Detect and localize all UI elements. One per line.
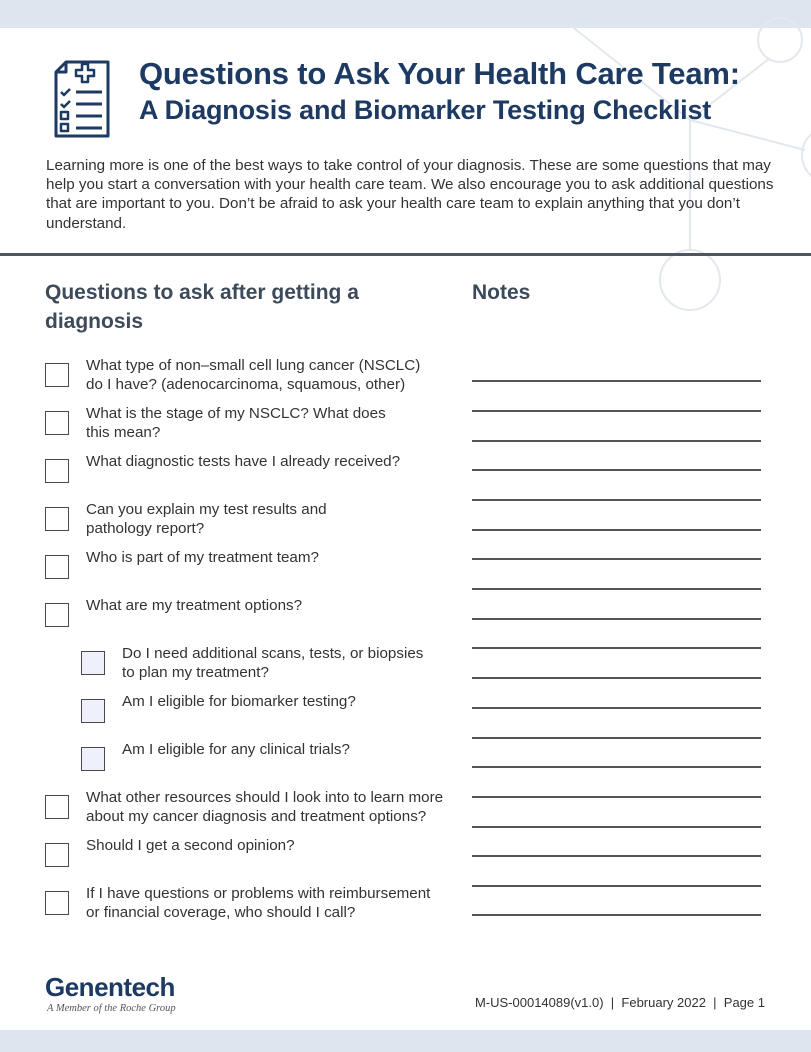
logo-tagline: A Member of the Roche Group (47, 1003, 176, 1014)
sub-question-checkbox[interactable] (81, 747, 105, 771)
notes-line[interactable] (472, 737, 761, 739)
question-text: What diagnostic tests have I already received? (86, 453, 401, 470)
notes-line[interactable] (472, 707, 761, 709)
notes-line[interactable] (472, 796, 761, 798)
question-text: If I have questions or problems with reimbursement or financial coverage, who should I call? (86, 885, 431, 922)
question-checkbox[interactable] (45, 411, 69, 435)
bottom-band (0, 1030, 811, 1052)
sub-question-checkbox[interactable] (81, 651, 105, 675)
question-checkbox[interactable] (45, 363, 69, 387)
notes-line[interactable] (472, 380, 761, 382)
notes-line[interactable] (472, 618, 761, 620)
section-heading: Questions to ask after getting a diagnosis (45, 281, 359, 333)
document-code: M-US-00014089(v1.0) | February 2022 | Page 1 (474, 995, 765, 1010)
notes-line[interactable] (472, 558, 761, 560)
notes-line[interactable] (472, 499, 761, 501)
question-checkbox[interactable] (45, 891, 69, 915)
intro-paragraph: Learning more is one of the best ways to take control of your diagnosis. These are some questions that may help you start a conversation with your health care team. We also encourage you to ask additional questions that are important to you. Don’t be afraid to ask your health care team to explain anything that you don’t understand. (46, 157, 774, 232)
question-text: What are my treatment options? (86, 597, 303, 614)
top-band (0, 0, 811, 28)
notes-line[interactable] (472, 914, 761, 916)
question-text: Who is part of my treatment team? (86, 549, 319, 566)
notes-line[interactable] (472, 469, 761, 471)
notes-line[interactable] (472, 766, 761, 768)
question-text: What type of non–small cell lung cancer (NSCLC) do I have? (adenocarcinoma, squamous, other) (86, 357, 421, 394)
page-subtitle: A Diagnosis and Biomarker Testing Checklist (139, 95, 712, 125)
genentech-logo: Genentech (45, 972, 175, 1002)
section-divider (0, 253, 811, 256)
notes-line[interactable] (472, 529, 761, 531)
notes-line[interactable] (472, 826, 761, 828)
notes-line[interactable] (472, 885, 761, 887)
notes-line[interactable] (472, 588, 761, 590)
notes-line[interactable] (472, 410, 761, 412)
page-title: Questions to Ask Your Health Care Team: (139, 56, 740, 91)
question-checkbox[interactable] (45, 795, 69, 819)
sub-question-checkbox[interactable] (81, 699, 105, 723)
question-text: Am I eligible for any clinical trials? (122, 741, 350, 758)
notes-line[interactable] (472, 647, 761, 649)
notes-heading: Notes (472, 281, 531, 304)
question-text: What is the stage of my NSCLC? What does this mean? (86, 405, 386, 442)
question-checkbox[interactable] (45, 555, 69, 579)
checklist-document-icon (52, 58, 114, 140)
question-checkbox[interactable] (45, 459, 69, 483)
question-text: What other resources should I look into to learn more about my cancer diagnosis and treatment options? (86, 789, 444, 826)
notes-line[interactable] (472, 855, 761, 857)
question-checkbox[interactable] (45, 603, 69, 627)
question-text: Am I eligible for biomarker testing? (122, 693, 356, 710)
notes-line[interactable] (472, 440, 761, 442)
question-text: Do I need additional scans, tests, or biopsies to plan my treatment? (122, 645, 424, 682)
question-text: Should I get a second opinion? (86, 837, 295, 854)
question-text: Can you explain my test results and pathology report? (86, 501, 327, 538)
question-checkbox[interactable] (45, 843, 69, 867)
question-checkbox[interactable] (45, 507, 69, 531)
notes-line[interactable] (472, 677, 761, 679)
